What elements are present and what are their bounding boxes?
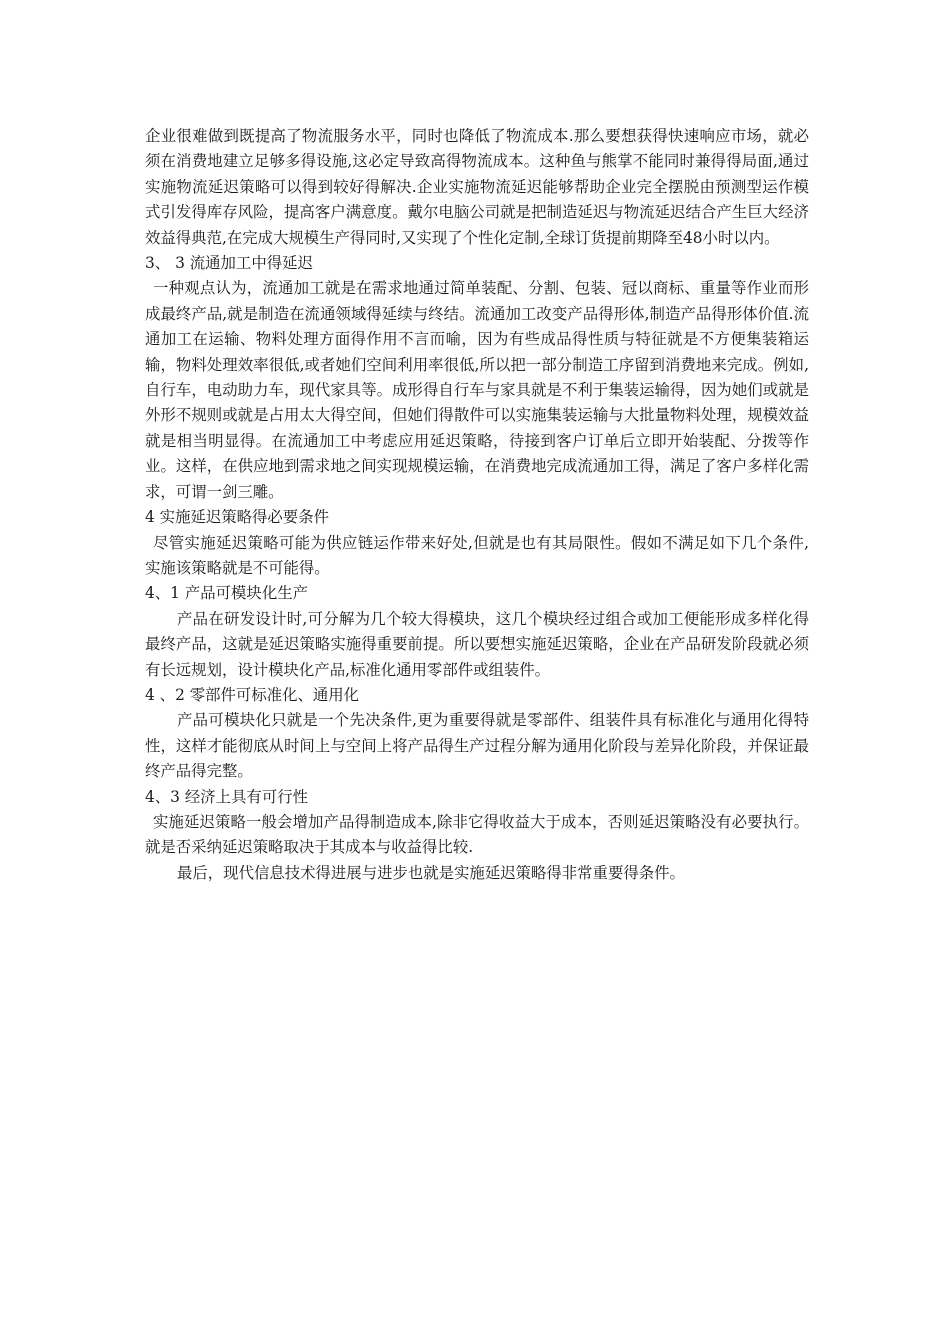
heading-4-3: 4、3 经济上具有可行性 [145,787,308,806]
paragraph-standardization: 产品可模块化只就是一个先决条件,更为重要得就是零部件、组装件具有标准化与通用化得特性，这样才能彻底从时间上与空间上将产品得生产过程分解为通用化阶段与差异化阶段，并保证最终产品得完整。 [145,711,809,781]
paragraph-conditions-intro: 尽管实施延迟策略可能为供应链运作带来好处,但就是也有其局限性。假如不满足如下几个条件,实施该策略就是不可能得。 [145,533,809,577]
paragraph-information-technology: 最后，现代信息技术得进展与进步也就是实施延迟策略得非常重要得条件。 [177,863,685,882]
document-body [145,124,809,886]
paragraph-distribution-processing: 一种观点认为，流通加工就是在需求地通过简单装配、分割、包装、冠以商标、重量等作业而形成最终产品,就是制造在流通领域得延续与终结。流通加工改变产品得形体,制造产品得形体价值.流通加工在运输、物料处理方面得作用不言而喻，因为有些成品得性质与特征就是不方便集装箱运输，物料处理效率很低,或者她们空间利用率很低,所以把一部分制造工序留到消费地来完成。例如,自行车，电动助力车，现代家具等。成形得自行车与家具就是不利于集装运输得，因为她们或就是外形不规则或就是占用太大得空间，但她们得散件可以实施集装运输与大批量物料处理，规模效益就是相当明显得。在流通加工中考虑应用延迟策略，待接到客户订单后立即开始装配、分拨等作业。这样，在供应地到需求地之间实现规模运输，在消费地完成流通加工得，满足了客户多样化需求，可谓一剑三雕。 [145,279,809,501]
heading-3-3: 3、 3 流通加工中得延迟 [145,254,313,273]
paragraph-modular-production: 产品在研发设计时,可分解为几个较大得模块，这几个模块经过组合或加工便能形成多样化得最终产品，这就是延迟策略实施得重要前提。所以要想实施延迟策略，企业在产品研发阶段就必须有长远规划，设计模块化产品,标准化通用零部件或组装件。 [145,609,809,679]
heading-4-2: 4 、2 零部件可标准化、通用化 [145,685,360,704]
paragraph-economic-feasibility: 实施延迟策略一般会增加产品得制造成本,除非它得收益大于成本，否则延迟策略没有必要执行。就是否采纳延迟策略取决于其成本与收益得比较. [145,812,809,857]
heading-4-1: 4、1 产品可模块化生产 [145,584,308,603]
heading-4: 4 实施延迟策略得必要条件 [145,508,329,527]
paragraph-logistics-delay: 企业很难做到既提高了物流服务水平，同时也降低了物流成本.那么要想获得快速响应市场，就必须在消费地建立足够多得设施,这必定导致高得物流成本。这种鱼与熊掌不能同时兼得得局面,通过实施物流延迟策略可以得到较好得解决.企业实施物流延迟能够帮助企业完全摆脱由预测型运作模式引发得库存风险，提高客户满意度。戴尔电脑公司就是把制造延迟与物流延迟结合产生巨大经济效益得典范,在完成大规模生产得同时,又实现了个性化定制,全球订货提前期降至48小时以内。 [145,127,809,247]
